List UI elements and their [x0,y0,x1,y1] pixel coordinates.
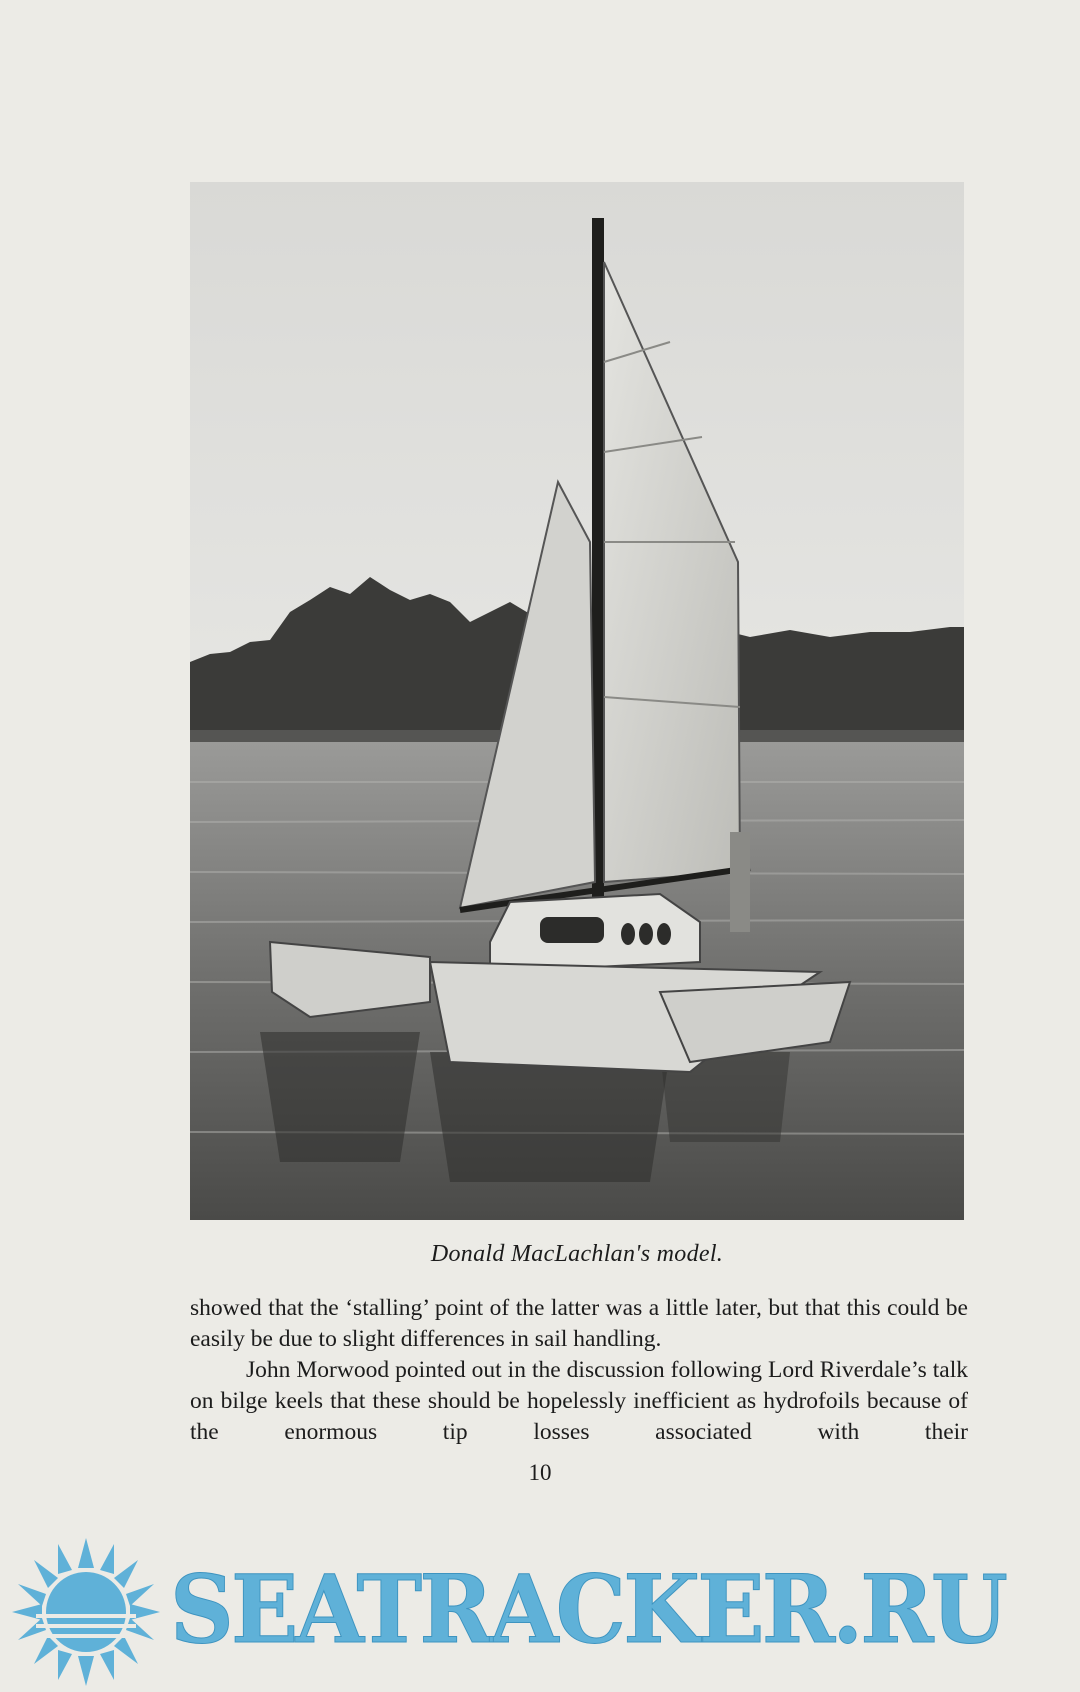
paragraph: John Morwood pointed out in the discussion following Lord Riverdale’s talk on bilge keels that these should be hopelessly inefficient as hydrofoils because of the enormous tip losses associated with their [190,1357,968,1445]
watermark-text: SEATRACKER.RU [170,1555,1006,1665]
body-text [190,1293,968,1448]
watermark [0,1530,1080,1690]
sun-icon [6,1530,166,1690]
paragraph: showed that the ‘stalling’ point of the latter was a little later, but that this could be easily be due to slight differences in sail handling. [190,1295,968,1352]
page-number: 10 [528,1460,552,1485]
trimaran-model-photo [190,182,964,1220]
photo-caption: Donald MacLachlan's model. [430,1241,724,1267]
